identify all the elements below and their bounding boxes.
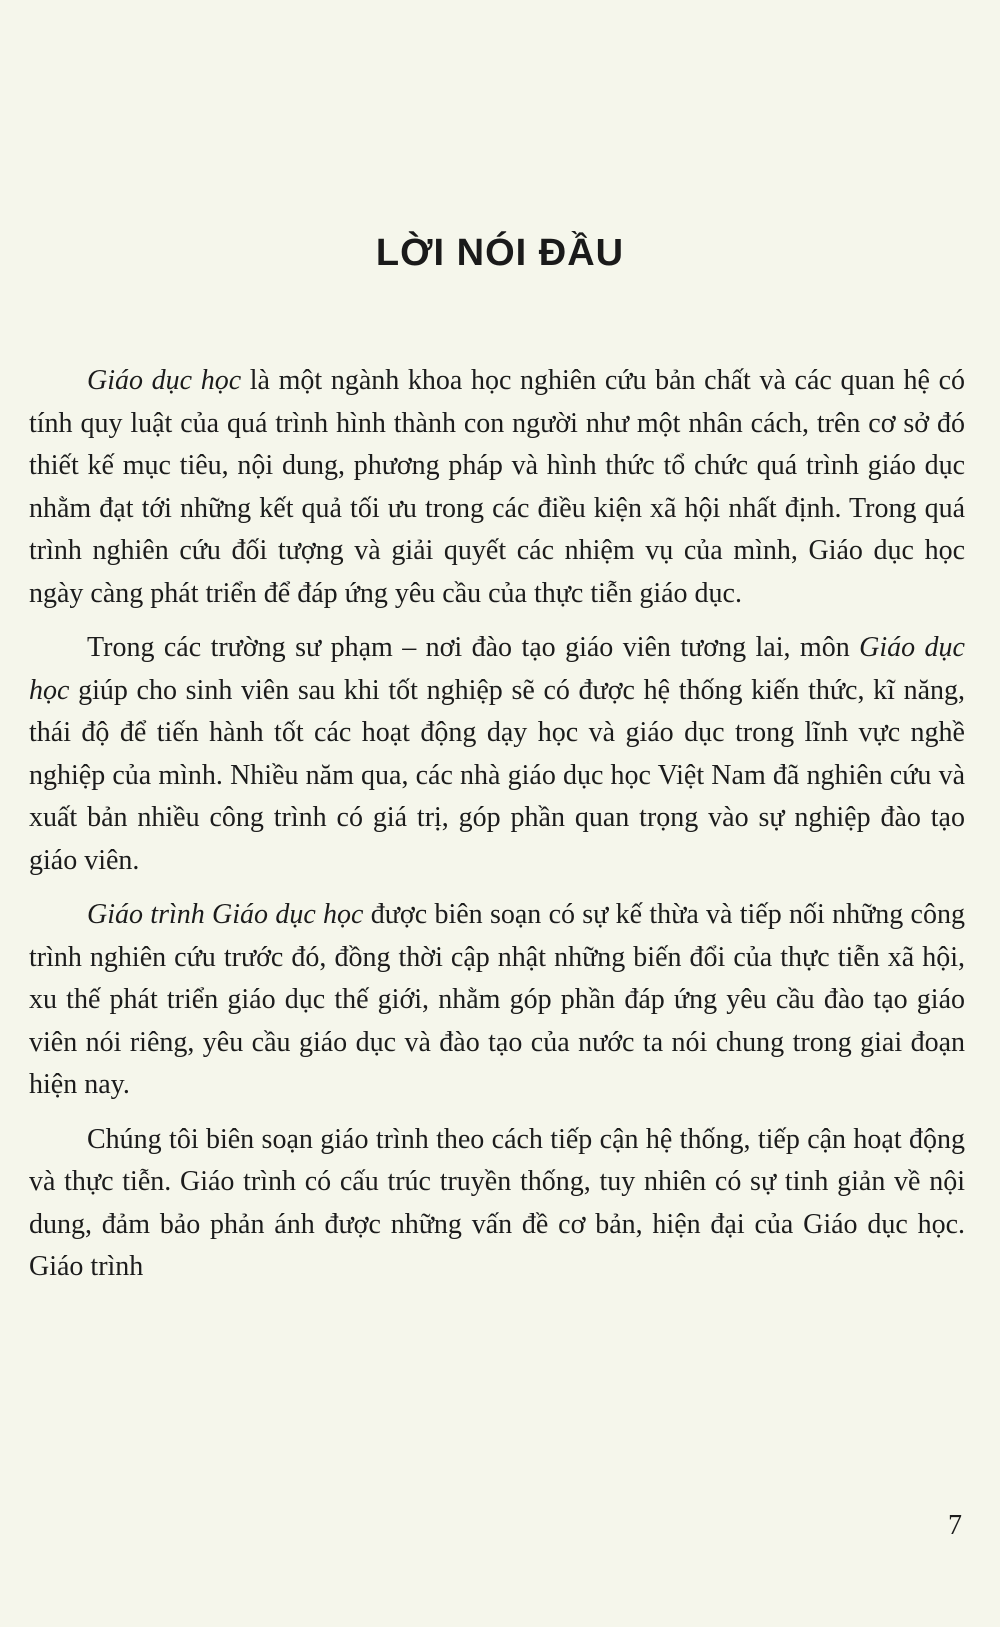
paragraph-3	[29, 894, 965, 1107]
paragraph-2	[29, 627, 965, 882]
paragraph-1-text: là một ngành khoa học nghiên cứu bản chất và các quan hệ có tính quy luật của quá trình hình thành con người như một nhân cách, trên cơ sở đó thiết kế mục tiêu, nội dung, phương pháp và hình thức tổ chức quá trình giáo dục nhằm đạt tới những kết quả tối ưu trong các điều kiện xã hội nhất định. Trong quá trình nghiên cứu đối tượng và giải quyết các nhiệm vụ của mình, Giáo dục học ngày càng phát triển để đáp ứng yêu cầu của thực tiễn giáo dục.	[29, 365, 965, 609]
paragraph-2-after: giúp cho sinh viên sau khi tốt nghiệp sẽ có được hệ thống kiến thức, kĩ năng, thái độ để tiến hành tốt các hoạt động dạy học và giáo dục trong lĩnh vực nghề nghiệp của mình. Nhiều năm qua, các nhà giáo dục học Việt Nam đã nghiên cứu và xuất bản nhiều công trình có giá trị, góp phần quan trọng vào sự nghiệp đào tạo giáo viên.	[29, 674, 965, 876]
paragraph-1-italic: Giáo dục học	[87, 365, 242, 396]
paragraph-3-text: được biên soạn có sự kế thừa và tiếp nối những công trình nghiên cứu trước đó, đồng thời cập nhật những biến đổi của thực tiễn xã hội, xu thế phát triển giáo dục thế giới, nhằm góp phần đáp ứng yêu cầu đào tạo giáo viên nói riêng, yêu cầu giáo dục và đào tạo của nước ta nói chung trong giai đoạn hiện nay.	[29, 899, 965, 1100]
paragraph-4	[29, 1119, 965, 1289]
page-number: 7	[948, 1510, 962, 1541]
paragraph-2-before: Trong các trường sư phạm – nơi đào tạo giáo viên tương lai, môn	[87, 632, 860, 663]
page-title: LỜI NÓI ĐẦU	[375, 232, 625, 274]
body-text	[29, 360, 965, 1301]
paragraph-1	[29, 360, 965, 615]
paragraph-2-italic: Giáo dục học	[29, 632, 965, 706]
paragraph-3-italic: Giáo trình Giáo dục học	[87, 899, 364, 930]
paragraph-4-text: Chúng tôi biên soạn giáo trình theo cách tiếp cận hệ thống, tiếp cận hoạt động và thực tiễn. Giáo trình có cấu trúc truyền thống, tuy nhiên có sự tinh giản về nội dung, đảm bảo phản ánh được những vấn đề cơ bản, hiện đại của Giáo dục học. Giáo trình	[29, 1123, 965, 1282]
